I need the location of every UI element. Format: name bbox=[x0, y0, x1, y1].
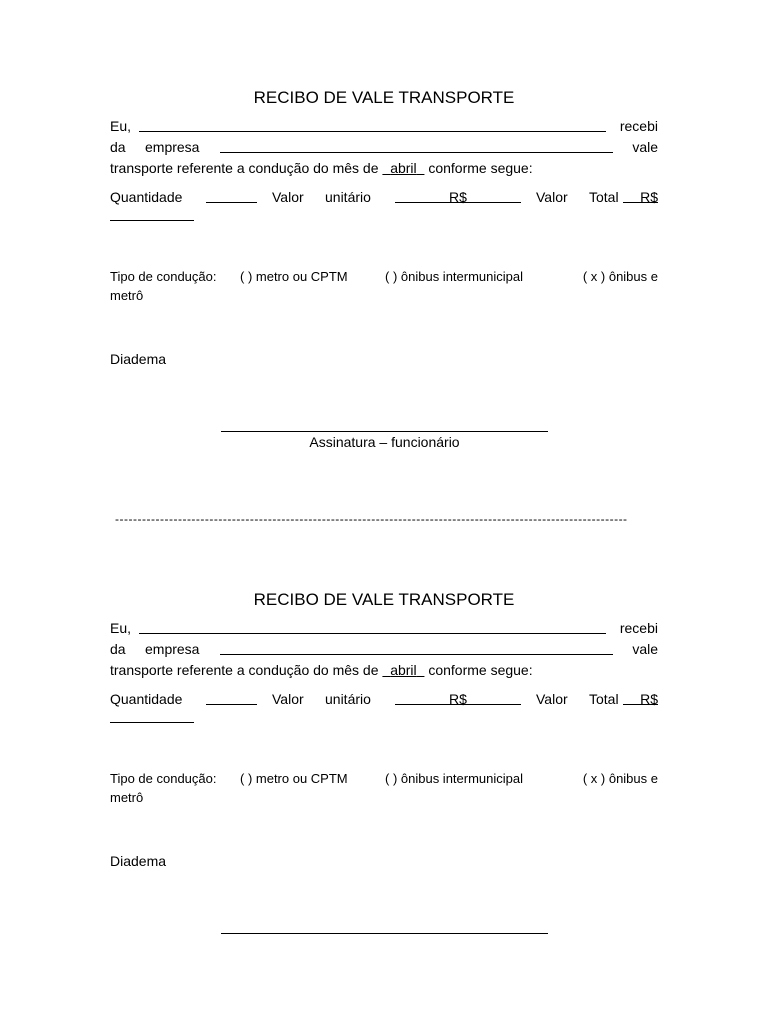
conforme-text: conforme segue: bbox=[428, 160, 533, 176]
eu-label: Eu, bbox=[110, 620, 132, 636]
option-onibus-intermunicipal: ( ) ônibus intermunicipal bbox=[385, 269, 524, 284]
total-label: Total bbox=[589, 189, 619, 205]
option-onibus-metro-continuation: metrô bbox=[110, 790, 144, 805]
signature-label: Assinatura – funcionário bbox=[309, 434, 460, 450]
empresa-label: empresa bbox=[145, 139, 200, 155]
signature-line bbox=[221, 933, 548, 934]
quantidade-label: Quantidade bbox=[110, 691, 183, 707]
row-transporte bbox=[110, 660, 658, 681]
eu-label: Eu, bbox=[110, 118, 132, 134]
option-onibus-metro: ( x ) ônibus e bbox=[582, 269, 658, 284]
city-label: Diadema bbox=[110, 351, 167, 367]
unit-currency: R$ bbox=[449, 691, 467, 707]
da-label: da bbox=[110, 139, 126, 155]
month-text: abril bbox=[390, 662, 417, 678]
tipo-label: Tipo de condução: bbox=[110, 269, 217, 284]
quantity-blank-line bbox=[206, 689, 257, 705]
month-value bbox=[382, 160, 424, 176]
city-label: Diadema bbox=[110, 853, 167, 869]
receipt-2 bbox=[110, 590, 658, 872]
empresa-label: empresa bbox=[145, 641, 200, 657]
transporte-text: transporte referente a condução do mês de bbox=[110, 662, 379, 678]
receipt-1 bbox=[110, 88, 658, 450]
cut-divider: ------------------------------------------------------------------------------------------------------------------ bbox=[115, 512, 628, 526]
unit-value-field bbox=[395, 187, 521, 203]
tipo-label: Tipo de condução: bbox=[110, 771, 217, 786]
name-blank-line bbox=[139, 116, 606, 132]
quantity-blank-line bbox=[206, 187, 257, 203]
option-onibus-intermunicipal: ( ) ônibus intermunicipal bbox=[385, 771, 524, 786]
vale-label: vale bbox=[632, 641, 658, 657]
total-value-field bbox=[623, 187, 658, 203]
unitario-label: unitário bbox=[325, 189, 371, 205]
quantidade-label: Quantidade bbox=[110, 189, 183, 205]
receipt-title: RECIBO DE VALE TRANSPORTE bbox=[253, 88, 515, 107]
valor-unitario-label: Valor bbox=[272, 189, 304, 205]
unit-value-field bbox=[395, 689, 521, 705]
company-blank-line bbox=[220, 639, 613, 655]
recebi-label: recebi bbox=[619, 620, 658, 636]
total-blank-line bbox=[110, 710, 194, 723]
row-transporte bbox=[110, 158, 658, 179]
da-label: da bbox=[110, 641, 126, 657]
total-label: Total bbox=[589, 691, 619, 707]
option-metro-cptm: ( ) metro ou CPTM bbox=[240, 269, 348, 284]
month-text: abril bbox=[390, 160, 417, 176]
transporte-text: transporte referente a condução do mês de bbox=[110, 160, 379, 176]
row-quantidade bbox=[110, 689, 658, 710]
row-eu bbox=[110, 618, 658, 639]
recebi-label: recebi bbox=[619, 118, 658, 134]
row-tipo-conducao bbox=[110, 769, 658, 789]
option-onibus-metro-continuation: metrô bbox=[110, 288, 144, 303]
option-metro-cptm: ( ) metro ou CPTM bbox=[240, 771, 348, 786]
row-total-continuation bbox=[110, 710, 658, 731]
company-blank-line bbox=[220, 137, 613, 153]
row-empresa bbox=[110, 137, 658, 158]
conforme-text: conforme segue: bbox=[428, 662, 533, 678]
row-tipo-conducao bbox=[110, 267, 658, 287]
row-total-continuation bbox=[110, 208, 658, 229]
unit-currency: R$ bbox=[449, 189, 467, 205]
valor-unitario-label: Valor bbox=[272, 691, 304, 707]
row-empresa bbox=[110, 639, 658, 660]
row-eu bbox=[110, 116, 658, 137]
option-onibus-metro: ( x ) ônibus e bbox=[582, 771, 658, 786]
row-quantidade bbox=[110, 187, 658, 208]
receipt-title: RECIBO DE VALE TRANSPORTE bbox=[253, 590, 515, 609]
vale-label: vale bbox=[632, 139, 658, 155]
name-blank-line bbox=[139, 618, 606, 634]
signature-line bbox=[221, 431, 548, 432]
valor-total-label: Valor bbox=[536, 691, 568, 707]
total-currency: R$ bbox=[640, 691, 658, 707]
total-value-field bbox=[623, 689, 658, 705]
total-currency: R$ bbox=[640, 189, 658, 205]
total-blank-line bbox=[110, 208, 194, 221]
unitario-label: unitário bbox=[325, 691, 371, 707]
valor-total-label: Valor bbox=[536, 189, 568, 205]
month-value bbox=[382, 662, 424, 678]
